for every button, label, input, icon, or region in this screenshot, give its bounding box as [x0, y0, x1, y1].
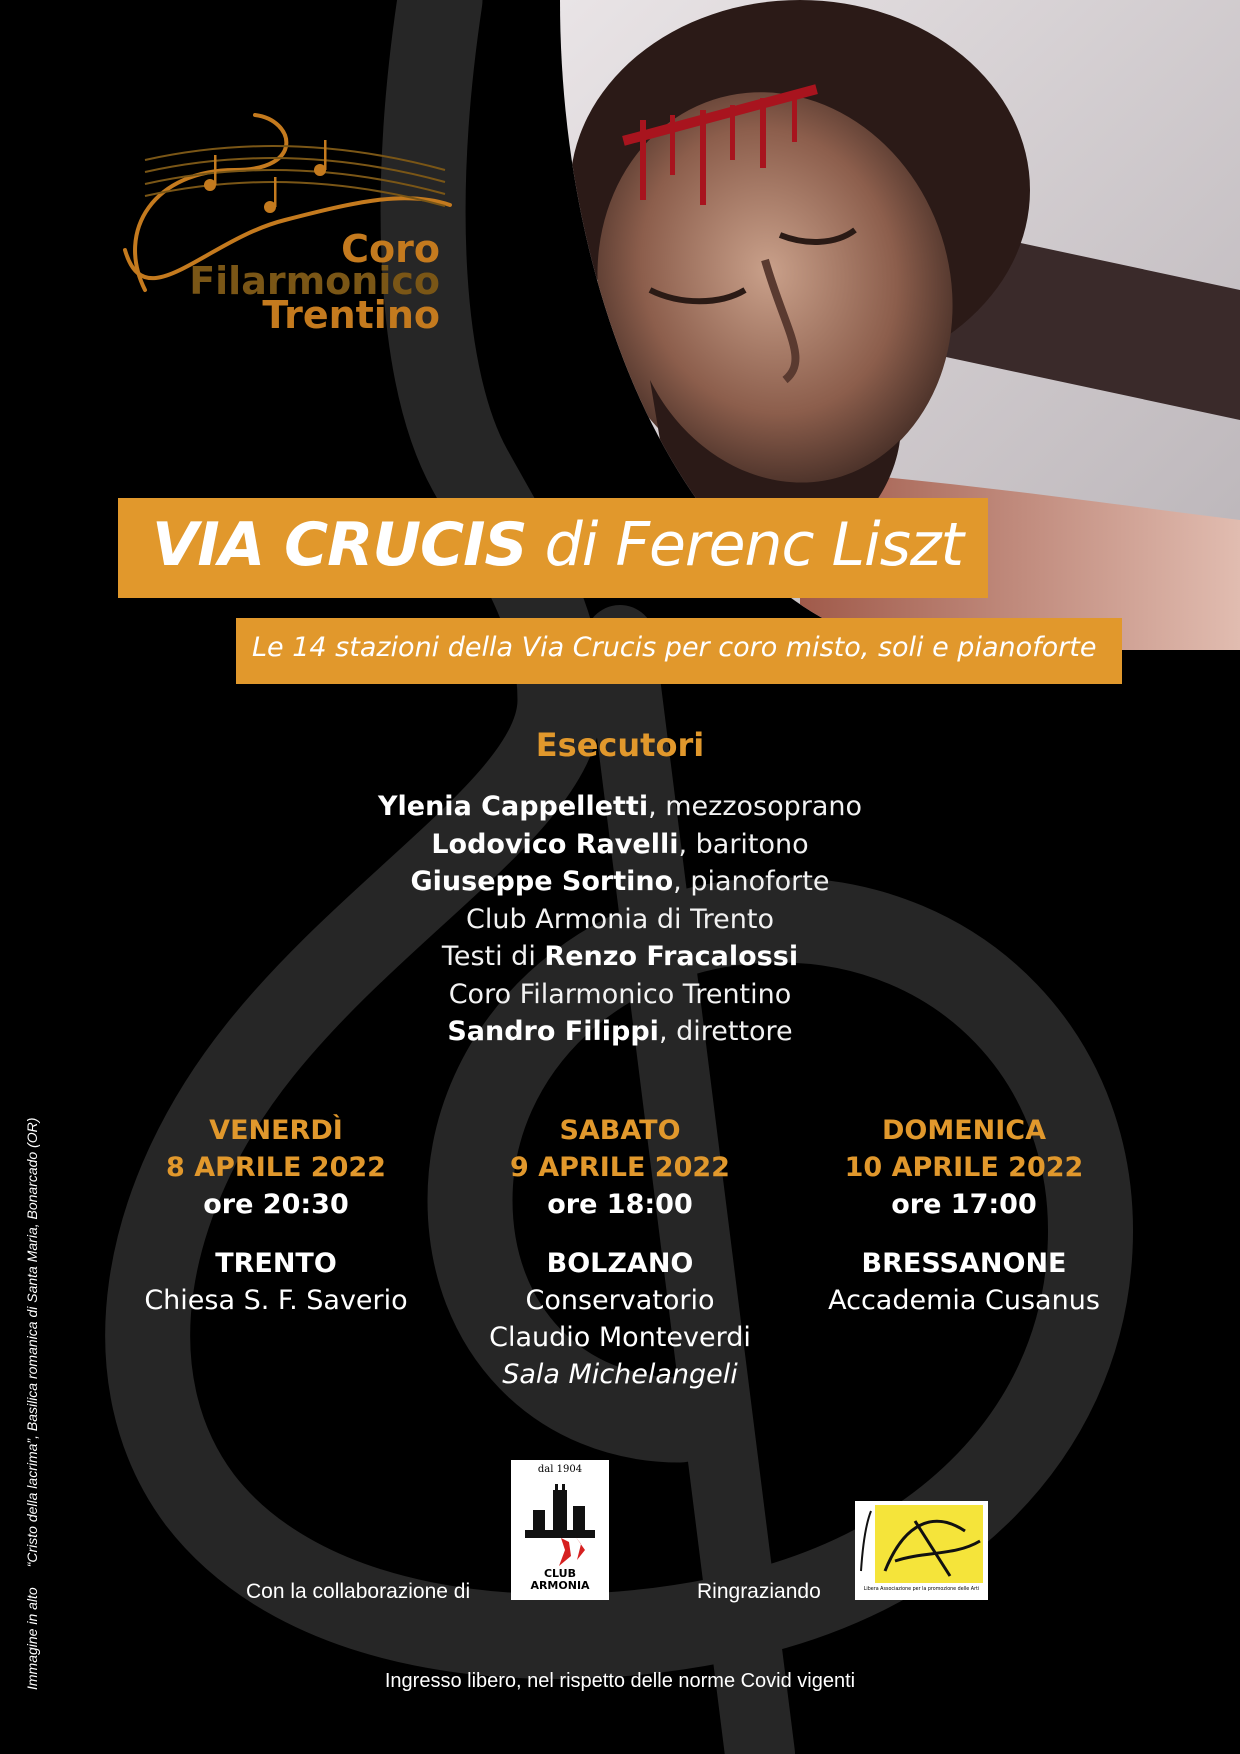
performer-role: , mezzosoprano [648, 791, 863, 822]
concert-venue: Chiesa S. F. Saverio [144, 1285, 408, 1316]
concert-date: 9 APRILE 2022 [510, 1152, 730, 1183]
logo-text-coro: Coro [341, 227, 440, 271]
subtitle: Le 14 stazioni della Via Crucis per coro misto, soli e pianoforte [252, 632, 1097, 663]
concert-hall: Sala Michelangeli [502, 1359, 738, 1390]
page-title [152, 510, 963, 580]
performer-line: Club Armonia di Trento [466, 903, 774, 935]
performer-line: Coro Filarmonico Trentino [448, 978, 792, 1010]
concert-date-block [430, 1112, 810, 1393]
club-year: dal 1904 [537, 1464, 583, 1475]
club-name-line: ARMONIA [530, 1579, 590, 1592]
performers-heading: Esecutori [535, 726, 705, 764]
concert-time: ore 18:00 [547, 1189, 693, 1220]
performer-name: Sandro Filippi [447, 1016, 659, 1047]
concert-city: BOLZANO [546, 1248, 694, 1279]
performer-name: Lodovico Ravelli [431, 828, 679, 860]
performer-prefix: Testi di [441, 941, 545, 972]
concert-venue: Accademia Cusanus [828, 1285, 1100, 1316]
footer-note: Ingresso libero, nel rispetto delle norme Covid vigenti [384, 1670, 856, 1692]
performer-name: Giuseppe Sortino [410, 866, 674, 897]
credit-text: “Cristo della lacrima”, Basilica romanica di Santa Maria, Bonarcado (OR) [24, 1117, 40, 1568]
logo-text-trentino: Trentino [262, 293, 440, 337]
concert-date-block [86, 1112, 466, 1319]
performer-line [0, 1013, 1240, 1051]
thanks-label: Ringraziando [697, 1580, 821, 1603]
logo-text-filarmonico: Filarmonico [189, 259, 440, 303]
concert-time: ore 20:30 [203, 1189, 349, 1220]
concert-venue: Conservatorio [525, 1285, 715, 1316]
image-credit [24, 1118, 40, 1690]
concert-date: 10 APRILE 2022 [844, 1152, 1084, 1183]
performer-name: Ylenia Cappelletti [377, 791, 649, 822]
concert-time: ore 17:00 [891, 1189, 1037, 1220]
subtitle-banner [236, 618, 1122, 684]
title-banner [118, 498, 988, 598]
castle-icon [525, 1480, 595, 1566]
title-bold: VIA CRUCIS [152, 510, 527, 580]
concert-date-block [774, 1112, 1154, 1319]
performer-line [0, 826, 1240, 864]
credit-label: Immagine in alto [24, 1587, 40, 1690]
concert-date: 8 APRILE 2022 [166, 1152, 386, 1183]
performer-line [0, 788, 1240, 826]
title-rest: di Ferenc Liszt [526, 510, 963, 580]
performers-list [0, 788, 1240, 1051]
club-armonia-logo [511, 1460, 609, 1600]
club-name-line: CLUB [543, 1567, 576, 1580]
performer-role: , pianoforte [673, 866, 830, 897]
concert-day: VENERDÌ [209, 1115, 343, 1146]
performer-name: Renzo Fracalossi [544, 941, 799, 972]
concert-city: TRENTO [215, 1248, 337, 1279]
concert-venue: Claudio Monteverdi [489, 1322, 751, 1353]
concert-day: SABATO [559, 1115, 681, 1146]
promart-subtitle: Libera Associazione per la promozione delle Arti [863, 1587, 980, 1592]
coro-filarmonico-logo [115, 110, 455, 340]
promart-logo [855, 1501, 988, 1600]
performer-line [0, 938, 1240, 976]
abstract-art-icon [855, 1501, 988, 1587]
concert-day: DOMENICA [881, 1115, 1047, 1146]
club-name [511, 1568, 609, 1592]
performer-line [0, 863, 1240, 901]
performer-role: , direttore [658, 1016, 793, 1047]
concert-city: BRESSANONE [861, 1248, 1067, 1279]
performer-role: , baritono [678, 828, 809, 860]
collaboration-label: Con la collaborazione di [246, 1580, 471, 1603]
